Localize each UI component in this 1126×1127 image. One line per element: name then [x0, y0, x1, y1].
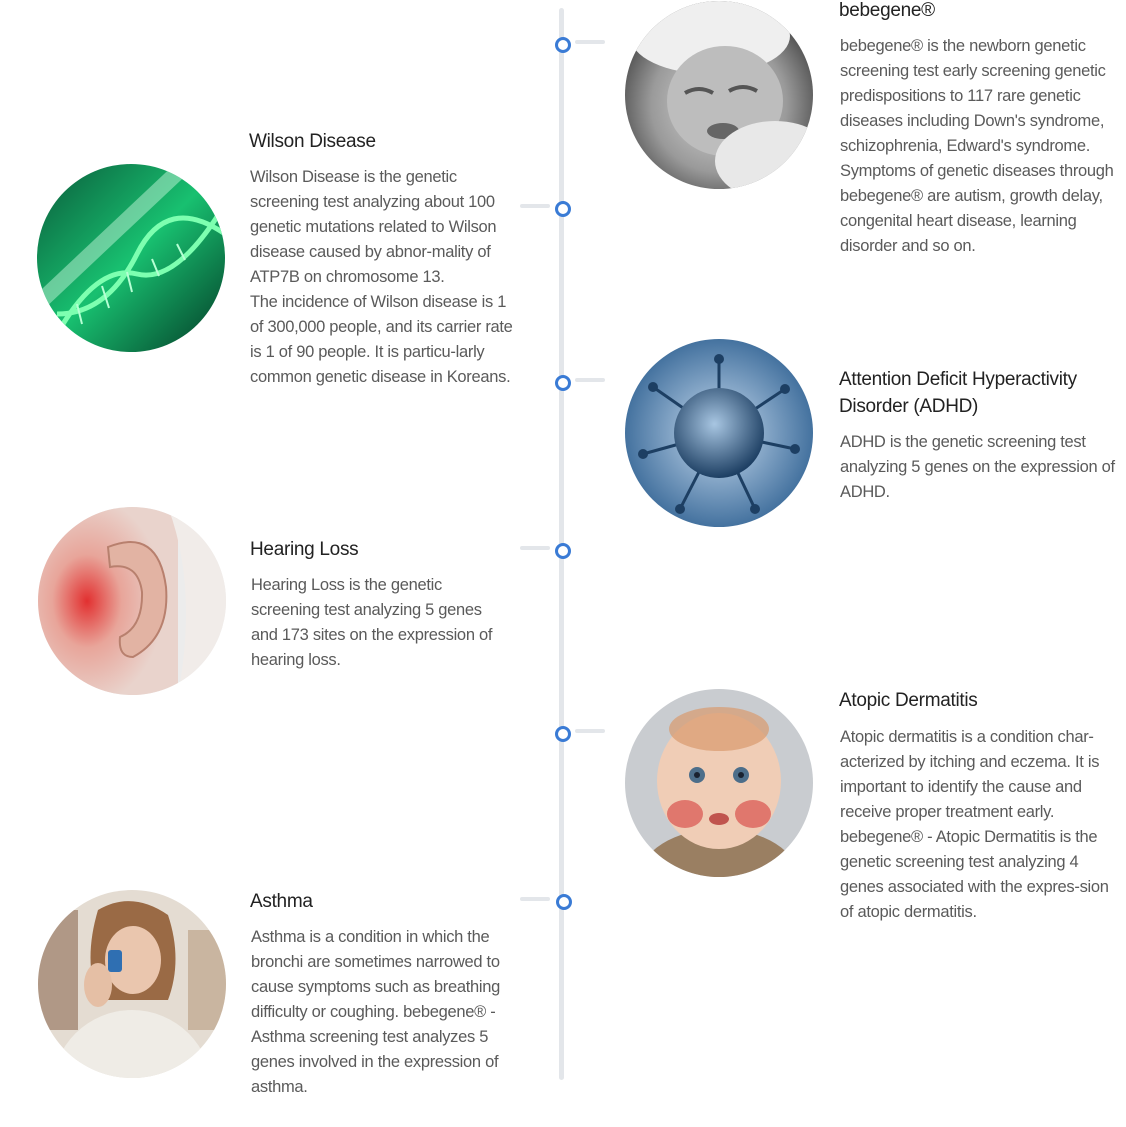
entry-title-asthma: Asthma — [250, 891, 313, 912]
entry-description-wilson-text: Wilson Disease is the genetic screening test analyzing about 100 genetic mutations related to Wilson disease caused by abnor-mality of ATP7B on chromosome 13. The incidence of Wilson disease is 1 of 300,000 people, and its carrier rate is 1 of 90 people. It is particu-larly common genetic disease in Koreans. — [250, 168, 513, 386]
timeline-tick-hearing — [520, 546, 550, 550]
entry-description-atopic — [840, 725, 1124, 925]
timeline-tick-atopic — [575, 729, 605, 733]
dna-helix-photo — [37, 164, 225, 352]
timeline-tick-adhd — [575, 378, 605, 382]
inhaler-woman-photo — [38, 890, 226, 1078]
ear-photo — [38, 507, 226, 695]
entry-description-adhd — [840, 430, 1120, 505]
timeline-tick-wilson — [520, 204, 550, 208]
entry-description-wilson — [250, 165, 514, 390]
crying-newborn-photo — [625, 1, 813, 189]
timeline-node-wilson — [555, 201, 571, 217]
baby-eczema-photo — [625, 689, 813, 877]
entry-description-asthma-text: Asthma is a condition in which the bronchi are sometimes narrowed to cause symptoms such as breathing difficulty or coughing. bebegene® - Asthma screening test analyzes 5 genes involved in the expression of asthma. — [251, 928, 501, 1096]
entry-title-bebegene: bebegene® — [839, 0, 935, 21]
entry-title-adhd: Attention Deficit Hyperactivity Disorder (ADHD) — [839, 369, 1077, 417]
virus-photo — [625, 339, 813, 527]
entry-description-asthma — [251, 925, 509, 1100]
entry-title-wilson: Wilson Disease — [249, 131, 376, 152]
entry-description-hearing-text: Hearing Loss is the genetic screening test analyzing 5 genes and 173 sites on the expression of hearing loss. — [251, 576, 493, 669]
entry-description-adhd-text: ADHD is the genetic screening test analyzing 5 genes on the expression of ADHD. — [840, 433, 1115, 501]
entry-description-bebegene-text: bebegene® is the newborn genetic screening test early screening genetic predispositions to 117 rare genetic diseases including Down's syndrome, schizophrenia, Edward's syndrome. Symptoms of genetic diseases through bebegene® are autism, growth delay, congenital heart disease, learning disorder and so on. — [840, 37, 1114, 255]
entry-description-atopic-text: Atopic dermatitis is a condition char-acterized by itching and eczema. It is important to identify the cause and receive proper treatment early. bebegene® - Atopic Dermatitis is the genetic screening test analyzing 4 genes associated with the expres-sion of atopic dermatitis. — [840, 728, 1109, 921]
entry-description-hearing — [251, 573, 511, 673]
entry-title-atopic: Atopic Dermatitis — [839, 690, 978, 711]
timeline-node-atopic — [555, 726, 571, 742]
timeline-tick-asthma — [520, 897, 550, 901]
entry-title-hearing: Hearing Loss — [250, 539, 359, 560]
timeline-node-bebegene — [555, 37, 571, 53]
timeline-tick-bebegene — [575, 40, 605, 44]
timeline-node-asthma — [556, 894, 572, 910]
timeline-node-adhd — [555, 375, 571, 391]
entry-description-bebegene — [840, 34, 1124, 259]
timeline-node-hearing — [555, 543, 571, 559]
